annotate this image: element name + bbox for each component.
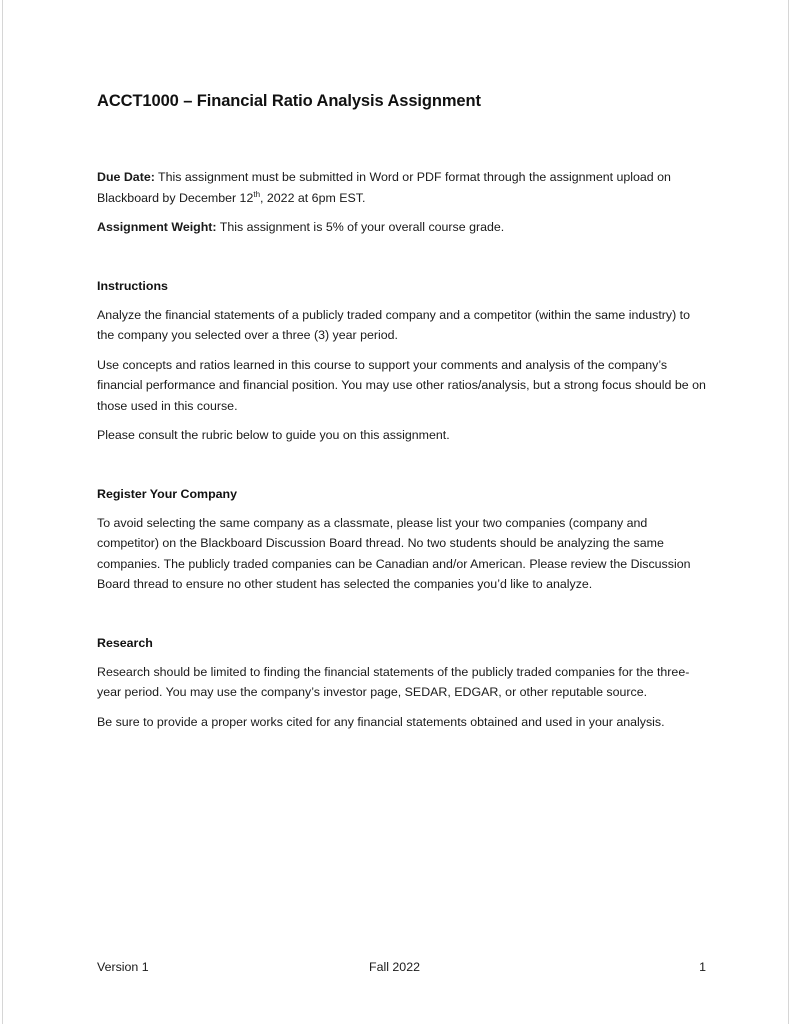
instructions-paragraph-3: Please consult the rubric below to guide you on this assignment. (97, 428, 450, 442)
due-date-superscript: th (253, 189, 261, 199)
document-title: ACCT1000 – Financial Ratio Analysis Assignment (97, 92, 481, 110)
instructions-paragraph-1: Analyze the financial statements of a publicly traded company and a competitor (within the same industry) to the company you selected over a three (3) year period. (97, 307, 690, 342)
assignment-weight-label: Assignment Weight: (97, 220, 217, 234)
register-heading: Register Your Company (97, 486, 237, 501)
footer-version: Version 1 (97, 960, 149, 974)
instructions-paragraph-2: Use concepts and ratios learned in this course to support your comments and analysis of the company’s financial performance and financial position. You may use other ratios/analysis, but a strong focus should be on those used in this course. (97, 357, 706, 413)
register-paragraph: To avoid selecting the same company as a classmate, please list your two companies (company and competitor) on the Blackboard Discussion Board thread. No two students should be analyzing the same companies. The publicly traded companies can be Canadian and/or American. Please review the Discussion Board thread to ensure no other student has selected the companies you’d like to analyze. (97, 515, 691, 591)
assignment-weight-paragraph (97, 217, 707, 238)
research-heading: Research (97, 635, 153, 650)
due-date-label: Due Date: (97, 170, 155, 184)
footer-page-number: 1 (699, 960, 706, 974)
document-body (97, 92, 707, 732)
due-date-text-end: , 2022 at 6pm EST. (260, 190, 366, 205)
instructions-heading: Instructions (97, 278, 168, 293)
due-date-paragraph (97, 167, 707, 208)
assignment-weight-text: This assignment is 5% of your overall course grade. (216, 220, 505, 234)
due-date-text: This assignment must be submitted in Word or PDF format through the assignment upload on Blackboard by December 12 (97, 170, 671, 205)
page-right-edge (788, 0, 789, 1024)
page-left-edge (2, 0, 3, 1024)
footer-term: Fall 2022 (369, 960, 420, 974)
research-paragraph-2: Be sure to provide a proper works cited for any financial statements obtained and used in your analysis. (97, 714, 665, 729)
research-paragraph-1: Research should be limited to finding the financial statements of the publicly traded companies for the three-year period. You may use the company’s investor page, SEDAR, EDGAR, or other reputable source. (97, 664, 690, 699)
